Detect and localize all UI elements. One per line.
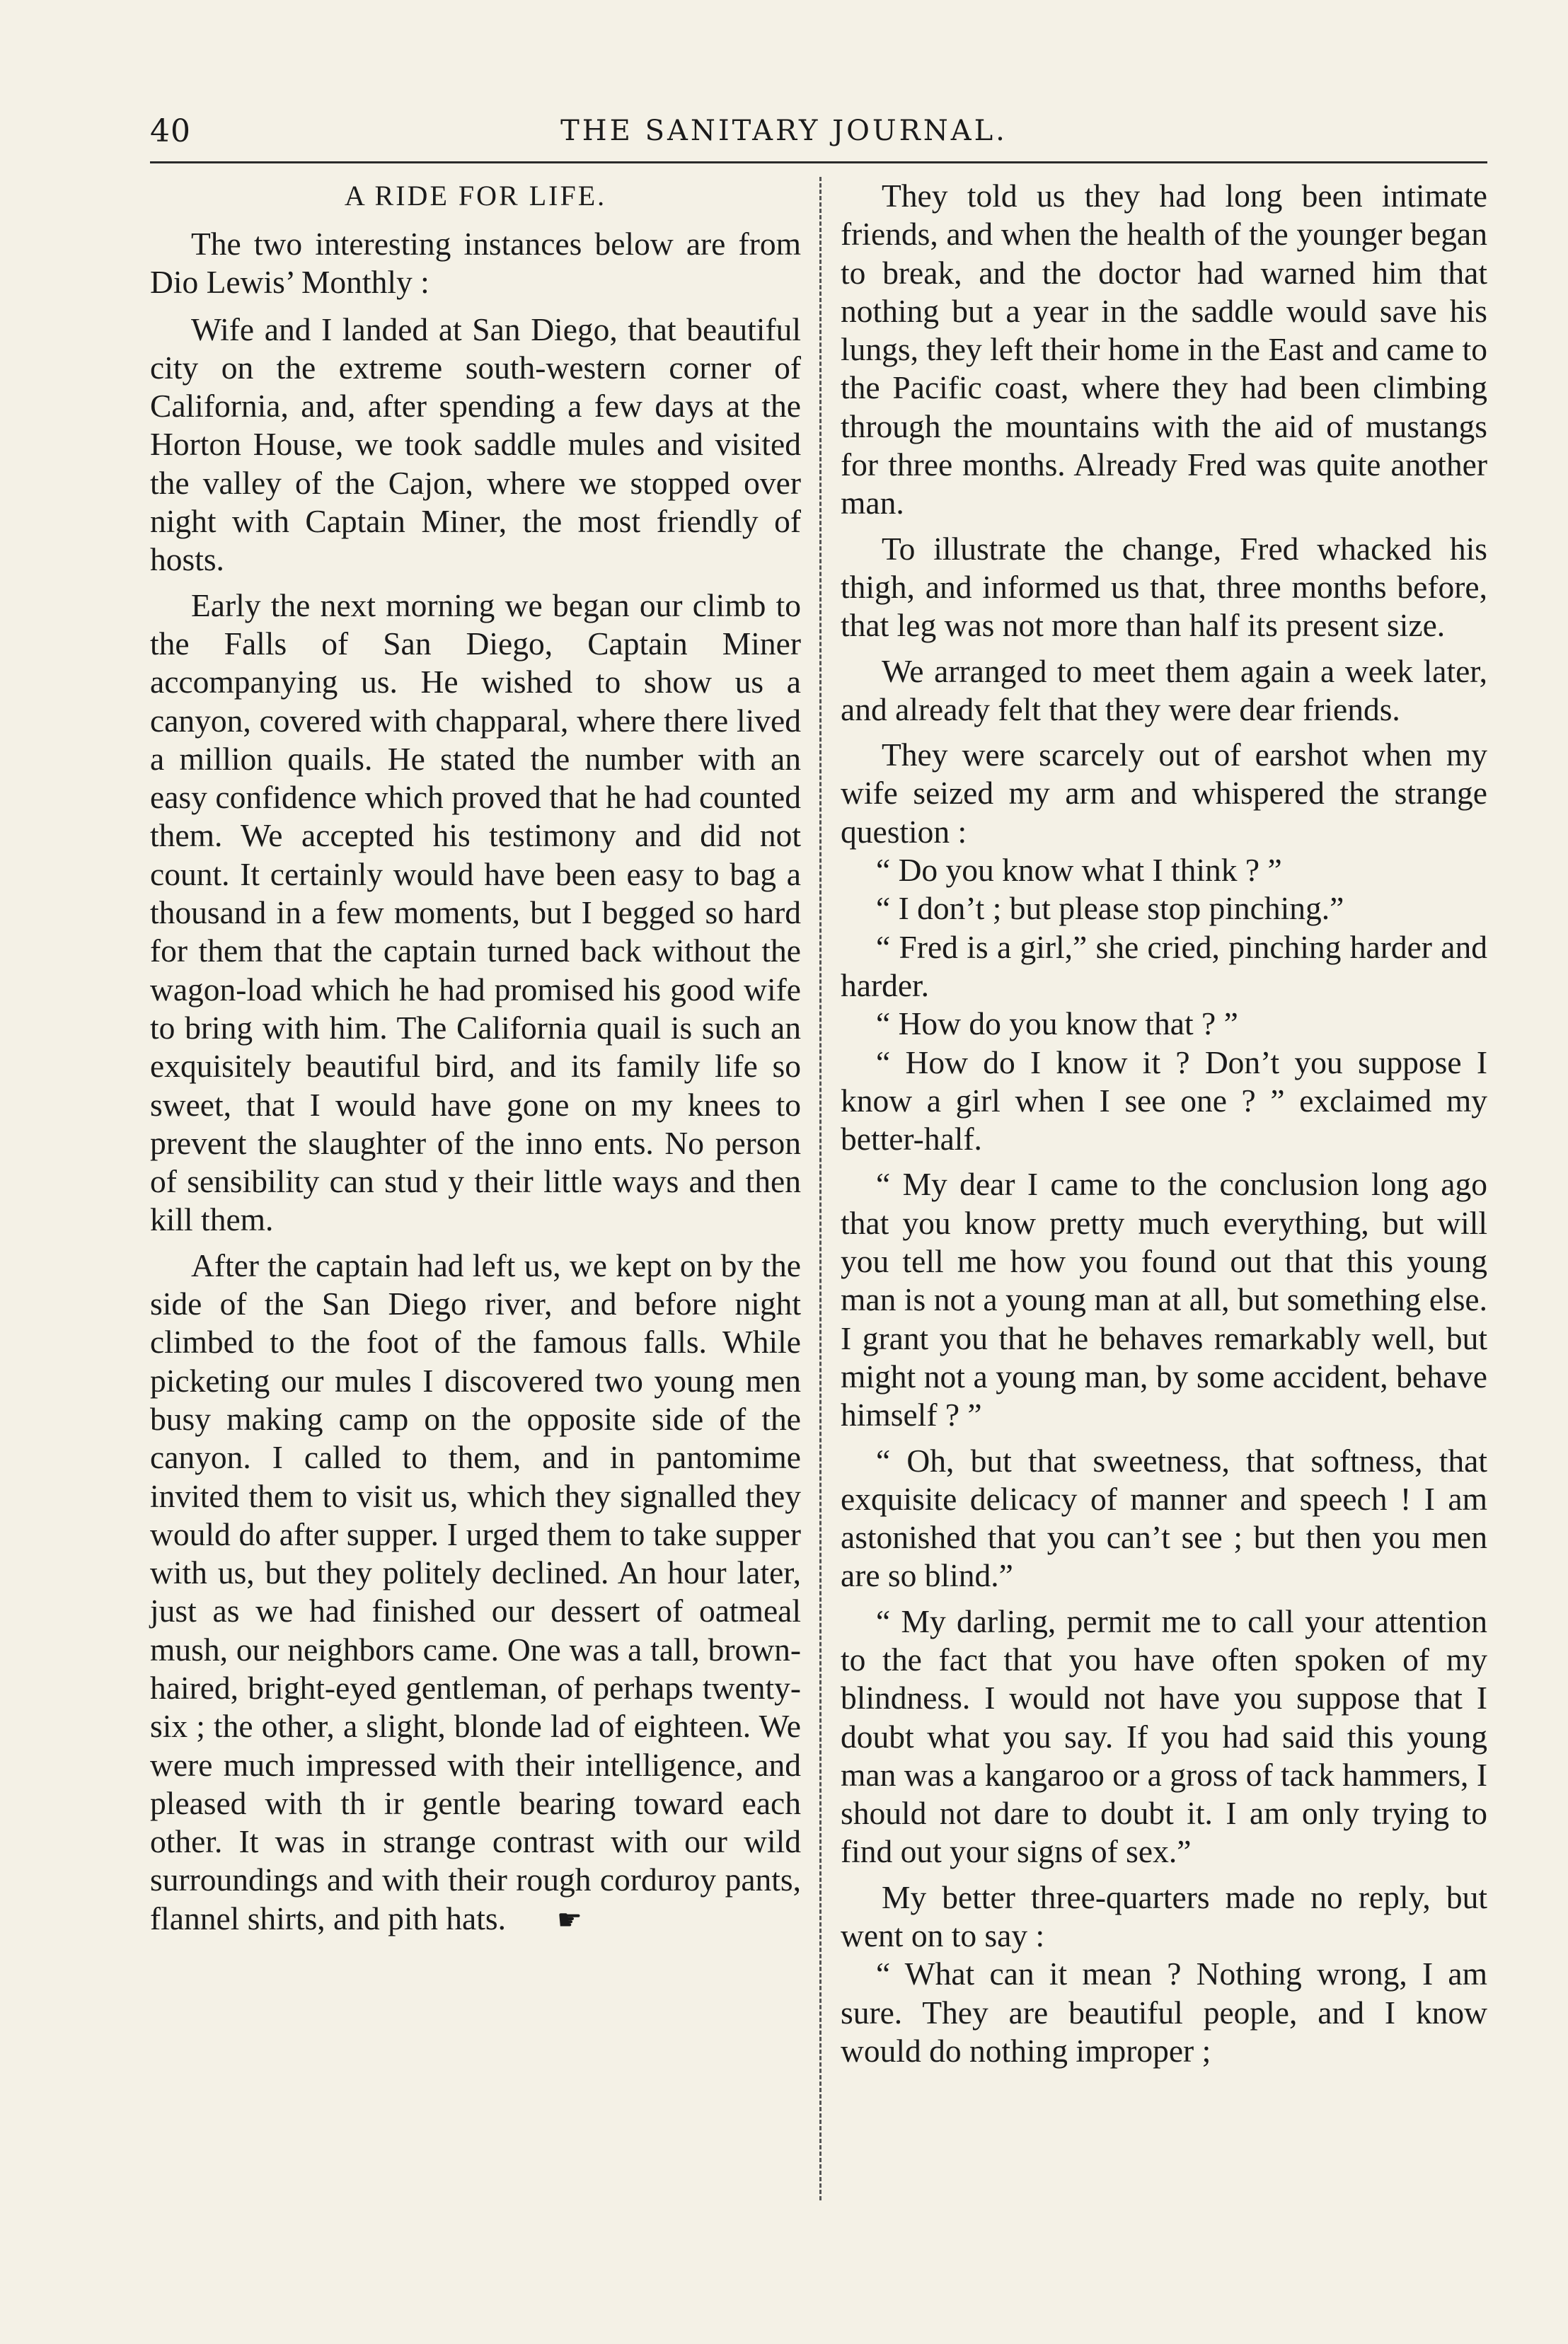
paragraph: They told us they had long been intimate friends, and when the health of the younger began to break, and the doctor had warned him that nothing but a year in the saddle would save his lungs, they left their home in the East and came to the Pacific coast, where they had been climbing through the mountains with the aid of mustangs for three months. Already Fred was quite another man. <box>841 178 1487 521</box>
paragraph-text: After the captain had left us, we kept on by the side of the San Diego river, and before night climbed to the foot of the famous falls. While picketing our mules I discovered two young men busy making camp on the opposite side of the canyon. I called to them, and in pantomime invited them to visit us, which they signalled they would do after supper. I urged them to take supper with us, but they politely declined. An hour later, just as we had finished our dessert of oatmeal mush, our neighbors came. One was a tall, brown-haired, bright-eyed gentleman, of perhaps twenty-six ; the other, a slight, blonde lad of eighteen. We were much impressed with their intelligence, and pleased with th ir gentle bearing toward each other. It was in strange contrast with our wild surroundings and with their rough corduroy pants, flannel shirts, and pith hats. <box>150 1247 801 1936</box>
paragraph: To illustrate the change, Fred whacked his thigh, and informed us that, three months before, that leg was not more than half its present size. <box>841 530 1487 644</box>
paragraph: My better three-quarters made no reply, but went on to say : <box>841 1878 1487 1954</box>
running-head: THE SANITARY JOURNAL. <box>560 115 1008 147</box>
dialogue-line: “ What can it mean ? Nothing wrong, I am sure. They are beautiful people, and I know would do nothing improper ; <box>841 1956 1487 2069</box>
dialogue-line: “ How do you know that ? ” <box>876 1005 1238 1042</box>
paragraph: Early the next morning we began our climb to the Falls of San Diego, Captain Miner accompanying us. He wished to show us a canyon, covered with chapparal, where there lived a million quails. He stated the number with an easy confidence which proved that he had counted them. We accepted his testimony and did not count. It certainly would have been easy to bag a thousand in a few moments, but I begged so hard for them that the captain turned back without the wagon-load which he had promised his good wife to bring with him. The California quail is such an exquisitely beautiful bird, and its family life so sweet, that I would have gone on my knees to prevent the slaughter of the inno ents. No person of sensibility can stud y their little ways and then kill them. <box>150 587 801 1238</box>
dialogue-line: “ I don’t ; but please stop pinching.” <box>876 890 1344 927</box>
left-column <box>150 177 801 1939</box>
dialogue-line: “ Fred is a girl,” she cried, pinching harder and harder. <box>841 928 1487 1003</box>
page-number: 40 <box>150 113 191 149</box>
paragraph: They were scarcely out of earshot when my wife seized my arm and whispered the strange question : <box>841 737 1487 850</box>
dialogue-line: “ My darling, permit me to call your attention to the fact that you have often spoken of my blindness. I would not have you suppose that I doubt what you say. If you had said this young man was a kangaroo or a gross of tack hammers, I should not dare to doubt it. I am only trying to find out your signs of sex.” <box>841 1603 1487 1870</box>
paragraph: We arranged to meet them again a week later, and already felt that they were dear friends. <box>841 652 1487 727</box>
dialogue-line: “ My dear I came to the conclusion long ago that you know pretty much everything, but will you tell me how you found out that this young man is not a young man at all, but something else. I grant you that he behaves remarkably well, but might not a young man, by some accident, behave himself ? ” <box>841 1166 1487 1433</box>
column-divider <box>819 177 822 2200</box>
paragraph: The two interesting instances below are from Dio Lewis’ Monthly : <box>150 226 801 301</box>
dialogue-line: “ Do you know what I think ? ” <box>876 852 1282 889</box>
right-column <box>841 177 1487 2070</box>
paragraph <box>150 1247 801 1939</box>
dialogue-line: “ Oh, but that sweetness, that softness, that exquisite delicacy of manner and speech ! I am astonished that you can’t see ; but then you men are so blind.” <box>841 1442 1487 1594</box>
dialogue-line: “ How do I know it ? Don’t you suppose I know a girl when I see one ? ” exclaimed my better-half. <box>841 1044 1487 1157</box>
article-title: A RIDE FOR LIFE. <box>344 180 607 212</box>
pointing-hand-icon: ☛ <box>556 1903 582 1936</box>
paragraph: Wife and I landed at San Diego, that beautiful city on the extreme south-western corner of California, and, after spending a few days at the Horton House, we took saddle mules and visited the valley of the Cajon, where we stopped over night with Captain Miner, the most friendly of hosts. <box>150 311 801 578</box>
header-rule <box>150 161 1487 163</box>
